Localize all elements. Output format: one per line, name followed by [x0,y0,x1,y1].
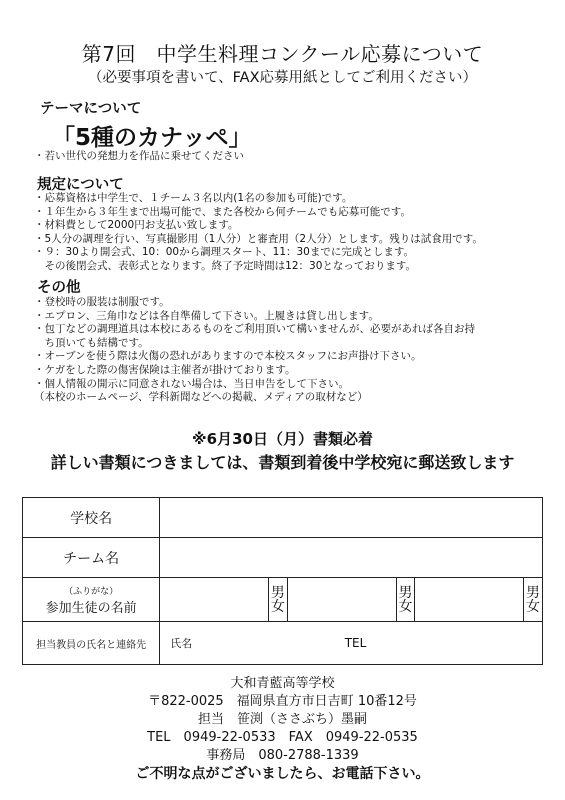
participant-1-gender[interactable] [268,578,287,622]
teacher-contact-input[interactable] [160,622,543,665]
other-item: ・エプロン、三角巾などは各自準備して下さい。上履きは貸し出します。 [34,309,379,322]
other-item: ・包丁などの調理道具は本校にあるものをご利用頂いて構いませんが、必要があれば各自お持 [34,323,475,336]
team-input[interactable] [160,538,543,578]
theme-note: ・若い世代の発想力を作品に乗せてください [34,150,244,162]
rules-item: ・5人分の調理を行い、写真撮影用（1人分）と審査用（2人分）とします。残りは試食用です。 [34,232,483,245]
theme-title: 「5種のカナッペ」 [52,125,252,151]
male-label: 男 [526,584,541,601]
male-label: 男 [398,584,413,601]
furigana-label: （ふりがな） [64,586,119,597]
participant-3-name[interactable] [415,578,524,622]
female-label: 女 [398,598,413,615]
page-title: 第7回 中学生料理コンクール応募について [81,42,484,66]
teacher-label: 担当教員の氏名と連絡先 [23,622,160,665]
rules-list [34,192,483,274]
school-row [23,498,543,538]
participant-1-name[interactable] [160,578,269,622]
school-input[interactable] [160,498,543,538]
rules-item: ・１年生から３年生まで出場可能で、また各校から何チームでも応募可能です。 [34,205,411,218]
team-label: チーム名 [23,538,160,578]
name-label: 氏名 [170,637,193,650]
teacher-row [23,622,543,665]
team-row [23,538,543,578]
school-address: 〒822-0025 福岡県直方市日吉町 10番12号 [148,694,417,709]
female-label: 女 [270,598,285,615]
contact-person: 担当 笹渕（ささぶち）墨嗣 [197,712,367,727]
rules-item: ・９：30より開会式、10：00から調理スタート、11：30までに完成とします。 [34,246,415,259]
page-subtitle: （必要事項を書いて、FAX応募用紙としてご利用ください） [87,70,478,86]
other-item: （本校のホームページ、学科新聞などへの掲載、メディアの取材など） [34,391,368,404]
tel-label: TEL [344,636,367,650]
closing-message: ご不明な点がございましたら、お電話下さい。 [135,766,430,782]
other-item: ・登校時の服装は制服です。 [34,296,170,308]
tel-fax: TEL 0949-22-0533 FAX 0949-22-0535 [147,730,418,745]
other-item: ・オーブンを使う際は火傷の恐れがありますので本校スタッフにお声掛け下さい。 [34,350,422,363]
other-list [34,296,475,405]
rules-heading: 規定について [37,177,124,193]
other-heading: その他 [37,280,81,296]
participant-2-name[interactable] [287,578,396,622]
application-form [22,497,543,665]
deadline-notice: ※6月30日（月）書類必着 [192,430,373,448]
other-item: ち頂いても結構です。 [34,336,149,349]
participants-label: 参加生徒の名前 [45,600,137,616]
theme-heading: テーマについて [40,101,142,117]
participant-2-gender[interactable] [396,578,415,622]
male-label: 男 [270,584,285,601]
other-item: ・ケガをした際の傷害保険は主催者が掛けております。 [34,363,296,376]
school-name: 大和青藍高等学校 [230,676,335,691]
school-label: 学校名 [23,498,160,538]
participant-3-gender[interactable] [524,578,543,622]
other-item: ・個人情報の開示に同意されない場合は、当日申告をして下さい。 [34,377,349,390]
female-label: 女 [526,598,541,615]
rules-item: ・材料費として2000円お支払い致します。 [34,219,239,232]
rules-item: その後閉会式、表彰式となります。終了予定時間は12：30となっております。 [34,259,417,272]
rules-item: ・応募資格は中学生で、１チーム３名以内(1名の参加も可能)です。 [34,192,353,204]
office-phone: 事務局 080-2788-1339 [206,748,359,763]
participants-row [23,578,543,622]
mailing-notice: 詳しい書類につきましては、書類到着後中学校宛に郵送致します [50,453,515,472]
participants-label-cell [23,578,160,622]
